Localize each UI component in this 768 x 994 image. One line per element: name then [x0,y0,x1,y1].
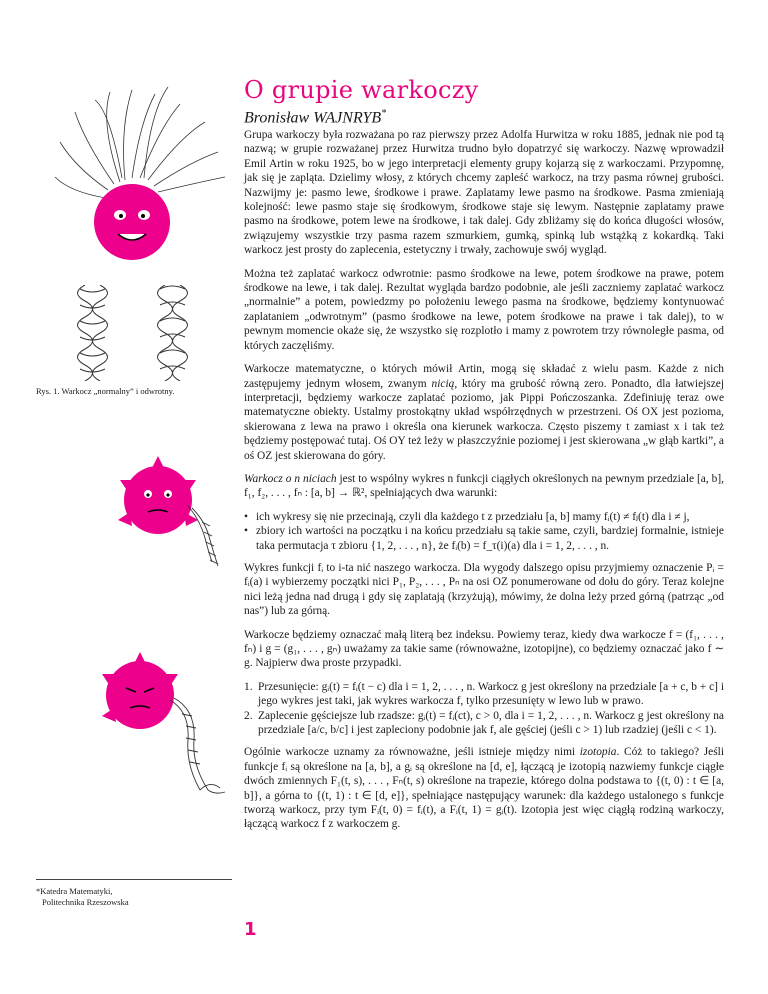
page-number: 1 [244,919,257,940]
paragraph-7-text-cont: . Cóż to takiego? Jeśli funkcje fᵢ są określone na [a, b], a gᵢ są określone na [d, e], łączącą je izotopią nazwiemy funkcje ciągłe dwóch zmiennych F₁(t, s), . . . , Fₙ(t, s) określone na trapezie, którego dolna podstawa to {(t, 0) : t ∈ [a, b]}, a górna to {(t, 1) : t ∈ [d, e]}, spełniające następujący warunek: dla każdego ustalonego s funkcje tworzą warkocz, przy tym Fᵢ(t, 0) = fᵢ(t), a Fᵢ(t, 1) = gᵢ(t). Izotopia jest więc ciągłą rodziną warkoczy, łączącą warkocz f z warkoczem g. [244,746,725,831]
list-item [244,510,724,524]
paragraph-4-text: jest to wspólny wykres n funkcji ciągłych określonych na pewnym przedziale [a, b], f₁, f₂, . . . , fₙ : [a, b] → ℝ², spełniających dwa warunki: [244,472,724,500]
paragraph-3-text: Warkocze matematyczne, o których mówił Artin, mogą się składać z wielu pasm. Każde z nich zastępujemy jednym włosem, zwanym [244,363,724,390]
footnote-rule [36,879,232,880]
footnote [36,886,129,908]
list-item [244,524,724,553]
paragraph-3-text-cont: , który ma grubość równą zero. Ponadto, dla łatwiejszej interpretacji, będziemy warkocze zaplatać poziomo, jak Pippi Pończoszanka. Zdefiniuję teraz owe matematyczne obiekty. Ustalmy prostokątny układ współrzędnych w przestrzeni. Oś OX jest pozioma, skierowana z lewa na prawo i określa ona kierunek warkocza. Często piszemy t zamiast x i tak też będziemy postępować tutaj. Oś OY też leży w płaszczyźnie poziomej i jest skierowana „w głąb kartki”, a oś OZ jest skierowana do góry. [244,377,725,462]
list-item-text: zbiory ich wartości na początku i na końcu przedziału są takie same, czyli, bardziej formalnie, istnieje taka permutacja τ zbioru {1, 2, . . . , n}, że fᵢ(b) = f_τ(i)(a) dla i = 1, 2, . . . , n. [256,525,724,552]
paragraph-1: Grupa warkoczy była rozważana po raz pierwszy przez Adolfa Hurwitza w roku 1885, jednak nie pod tą nazwą; w grupie rozważanej przez Hurwitza trudno było dopatrzyć się warkoczy. Nazwę wprowadził Emil Artin w roku 1925, bo w jego interpretacji elementy grupy kojarzą się z warkoczami. Przypomnę, jak się je zapląta. Dzielimy włosy, z których chcemy zapleść warkocz, na trzy pasma równej grubości. Nazwijmy je: pasmo lewe, środkowe i prawe. Zaplatamy lewe pasmo na środkowe. Pasma zmieniają kolejność: lewe pasmo staje się środkowym, środkowe staje się lewym. Następnie zaplatamy prawe pasmo na środkowe, potem lewe na środkowe, i tak dalej. Gdy zbliżamy się do końca długości włosów, związujemy wszystkie trzy pasma razem szmurkiem, gumką, spinką lub wstążką z kokardką. Taki warkocz jest prosty do zaplecenia, estetyczny i trwały, zachowuje swój wygląd. [244,129,724,257]
list-number: 1. [244,680,253,693]
list-item [244,680,724,709]
sun-character-illustration-bottom [40,640,240,800]
paragraph-5: Wykres funkcji fᵢ to i-ta nić naszego warkocza. Dla wygody dalszego opisu przyjmiemy oznaczenie Pᵢ = fᵢ(a) i wybierzemy początki nici P₁, P₂, . . . , Pₙ na osi OZ ponumerowane od dołu do góry. Teraz kolejne nici leżą jedna nad drugą i gdy się zaplatają (krzyżują), mówimy, że dolna leży przed górną (patrząc „od nas”) lub za górną. [244,561,724,618]
author-name [244,108,386,127]
paragraph-4 [244,472,724,501]
sun-character-illustration-top [40,82,240,282]
list-item-text: ich wykresy się nie przecinają, czyli dla każdego t z przedziału [a, b] mamy fᵢ(t) ≠ fⱼ(t) dla i ≠ j, [256,510,690,523]
article-title: O grupie warkoczy [244,76,479,104]
list-item-text: Przesunięcie: gᵢ(t) = fᵢ(t − c) dla i = 1, 2, . . . , n. Warkocz g jest określony na przedziale [a + c, b + c] i jego wykres jest taki, jak wykres warkocza f, tylko przesunięty w lewo lub w prawo. [258,680,724,708]
paragraph-3-emphasis: nicią [431,377,455,390]
braid-figure [40,285,240,381]
article-body [244,128,724,841]
paragraph-7-text: Ogólnie warkocze uznamy za równoważne, jeśli istnieje między nimi [244,746,580,759]
paragraph-7 [244,745,724,831]
bullet-mark: • [244,510,248,523]
list-item-text: Zaplecenie gęściejsze lub rzadsze: gᵢ(t) = fᵢ(ct), c > 0, dla i = 1, 2, . . . , n. Warkocz g jest określony na przedziale [a/c, b/c] i jest zapleciony podobnie jak f, ale gęściej (jeśli c > 1) lub rzadziej (jeśli c < 1). [258,709,724,737]
footnote-line-2: Politechnika Rzeszowska [42,897,129,907]
author-footnote-mark: * [381,108,387,119]
sun-character-illustration-middle [100,450,240,580]
list-number: 2. [244,709,253,722]
case-list [244,680,724,738]
figure-caption: Rys. 1. Warkocz „normalny” i odwrotny. [36,386,175,396]
paragraph-3 [244,362,724,463]
definition-term: Warkocz o n niciach [244,472,337,485]
paragraph-2: Można też zaplatać warkocz odwrotnie: pasmo środkowe na lewe, potem środkowe na prawe, potem środkowe na lewe, i tak dalej. Rezultat wygląda bardzo podobnie, ale jeśli zaczniemy zaplatać warkocz „normalnie” a potem, powiedzmy po położeniu lewego pasma na środkowe, będziemy kontynuować zaplataniem „odwrotnym” (pasmo środkowe na lewe, potem środkowe na prawe i tak dalej), to w pewnym momencie okaże się, że wszystko się rozplotło i mamy z powrotem trzy równoległe pasma, od których zaczęliśmy. [244,267,724,352]
condition-list [244,510,724,553]
bullet-mark: • [244,525,248,538]
paragraph-6: Warkocze będziemy oznaczać małą literą bez indeksu. Powiemy teraz, kiedy dwa warkocze f = (f₁, . . . , fₙ) i g = (g₁, . . . , gₙ) uważamy za takie same (równoważne, izotopijne), co będziemy oznaczać jako f ∼ g. Najpierw dwa proste przypadki. [244,628,724,670]
list-item [244,709,724,738]
paragraph-7-emphasis: izotopia [579,746,617,759]
author-text: Bronisław WAJNRYB [244,109,382,127]
footnote-line-1: *Katedra Matematyki, [36,886,113,896]
